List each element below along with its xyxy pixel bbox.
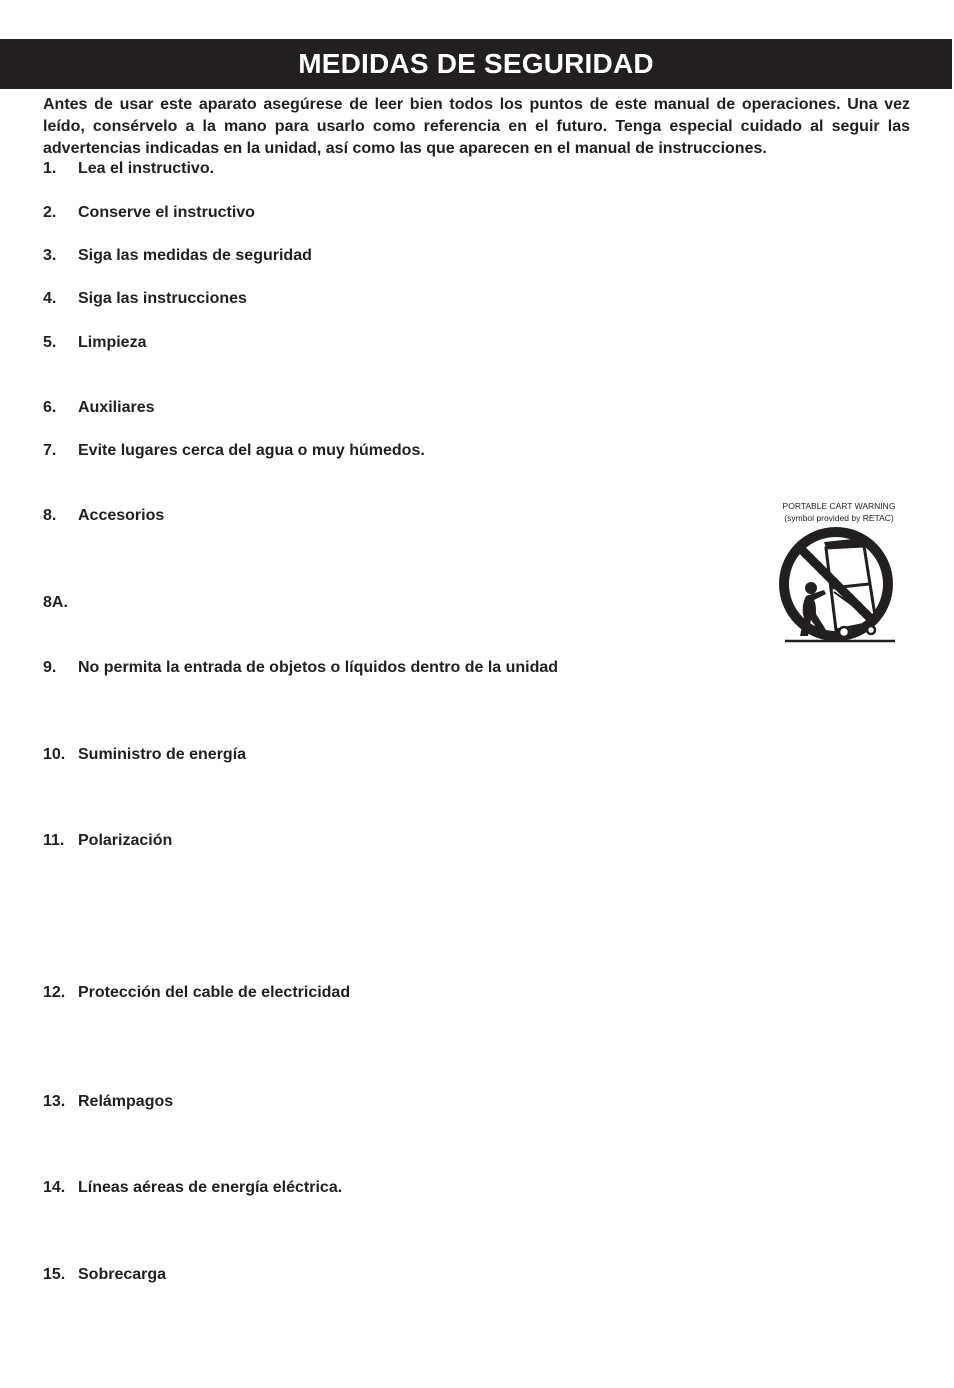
list-item	[43, 333, 146, 353]
list-item	[43, 1265, 166, 1285]
item-label: Siga las instrucciones	[78, 290, 247, 307]
item-label: Relámpagos	[78, 1093, 174, 1110]
item-number: 8A.	[43, 594, 68, 611]
list-item	[43, 745, 246, 765]
item-number: 10.	[43, 746, 66, 763]
item-number: 1.	[43, 160, 57, 177]
item-number: 13.	[43, 1093, 66, 1110]
item-number: 11.	[43, 832, 65, 849]
list-item	[43, 1178, 342, 1198]
item-number: 9.	[43, 659, 57, 676]
list-item	[43, 506, 164, 526]
item-label: Protección del cable de electricidad	[78, 984, 351, 1001]
page-title: MEDIDAS DE SEGURIDAD	[298, 48, 654, 79]
item-number: 2.	[43, 204, 57, 221]
item-number: 4.	[43, 290, 57, 307]
item-number: 6.	[43, 399, 57, 416]
item-label: Evite lugares cerca del agua o muy húmedos.	[78, 442, 425, 459]
item-label: Suministro de energía	[78, 746, 247, 763]
item-label: Accesorios	[78, 507, 165, 524]
portable-cart-warning-icon	[778, 526, 900, 644]
intro-paragraph: Antes de usar este aparato asegúrese de leer bien todos los puntos de este manual de operaciones. Una vez leído, consérvelo a la mano para usarlo como referencia en el futuro. Tenga especial cuidado al seguir las advertencias indicadas en la unidad, así como las que aparecen en el manual de instrucciones.	[43, 96, 910, 157]
item-number: 3.	[43, 247, 57, 264]
list-item	[43, 1092, 173, 1112]
item-number: 15.	[43, 1266, 66, 1283]
cart-warning-figure	[770, 500, 908, 646]
item-number: 8.	[43, 507, 57, 524]
title-bar	[0, 39, 952, 89]
item-number: 14.	[43, 1179, 66, 1196]
cart-warning-caption-source: (symbol provided by RETAC)	[784, 513, 894, 523]
item-label: Líneas aéreas de energía eléctrica.	[78, 1179, 343, 1196]
item-number: 12.	[43, 984, 66, 1001]
item-label: Limpieza	[78, 334, 147, 351]
list-item	[43, 593, 78, 613]
item-label: No permita la entrada de objetos o líquidos dentro de la unidad	[78, 659, 559, 676]
list-item	[43, 398, 154, 418]
list-item	[43, 289, 247, 309]
cart-warning-caption-title: PORTABLE CART WARNING	[782, 501, 896, 511]
item-label: Auxiliares	[78, 399, 155, 416]
item-number: 7.	[43, 442, 57, 459]
item-label: Polarización	[78, 832, 173, 849]
list-item	[43, 246, 312, 266]
item-label: Sobrecarga	[78, 1266, 167, 1283]
list-item	[43, 658, 558, 678]
item-label: Siga las medidas de seguridad	[78, 247, 312, 264]
item-label: Lea el instructivo.	[78, 160, 215, 177]
list-item	[43, 203, 255, 223]
item-label: Conserve el instructivo	[78, 204, 255, 221]
list-item	[43, 983, 350, 1003]
item-number: 5.	[43, 334, 57, 351]
list-item	[43, 441, 425, 461]
list-item	[43, 831, 172, 851]
list-item	[43, 159, 214, 179]
